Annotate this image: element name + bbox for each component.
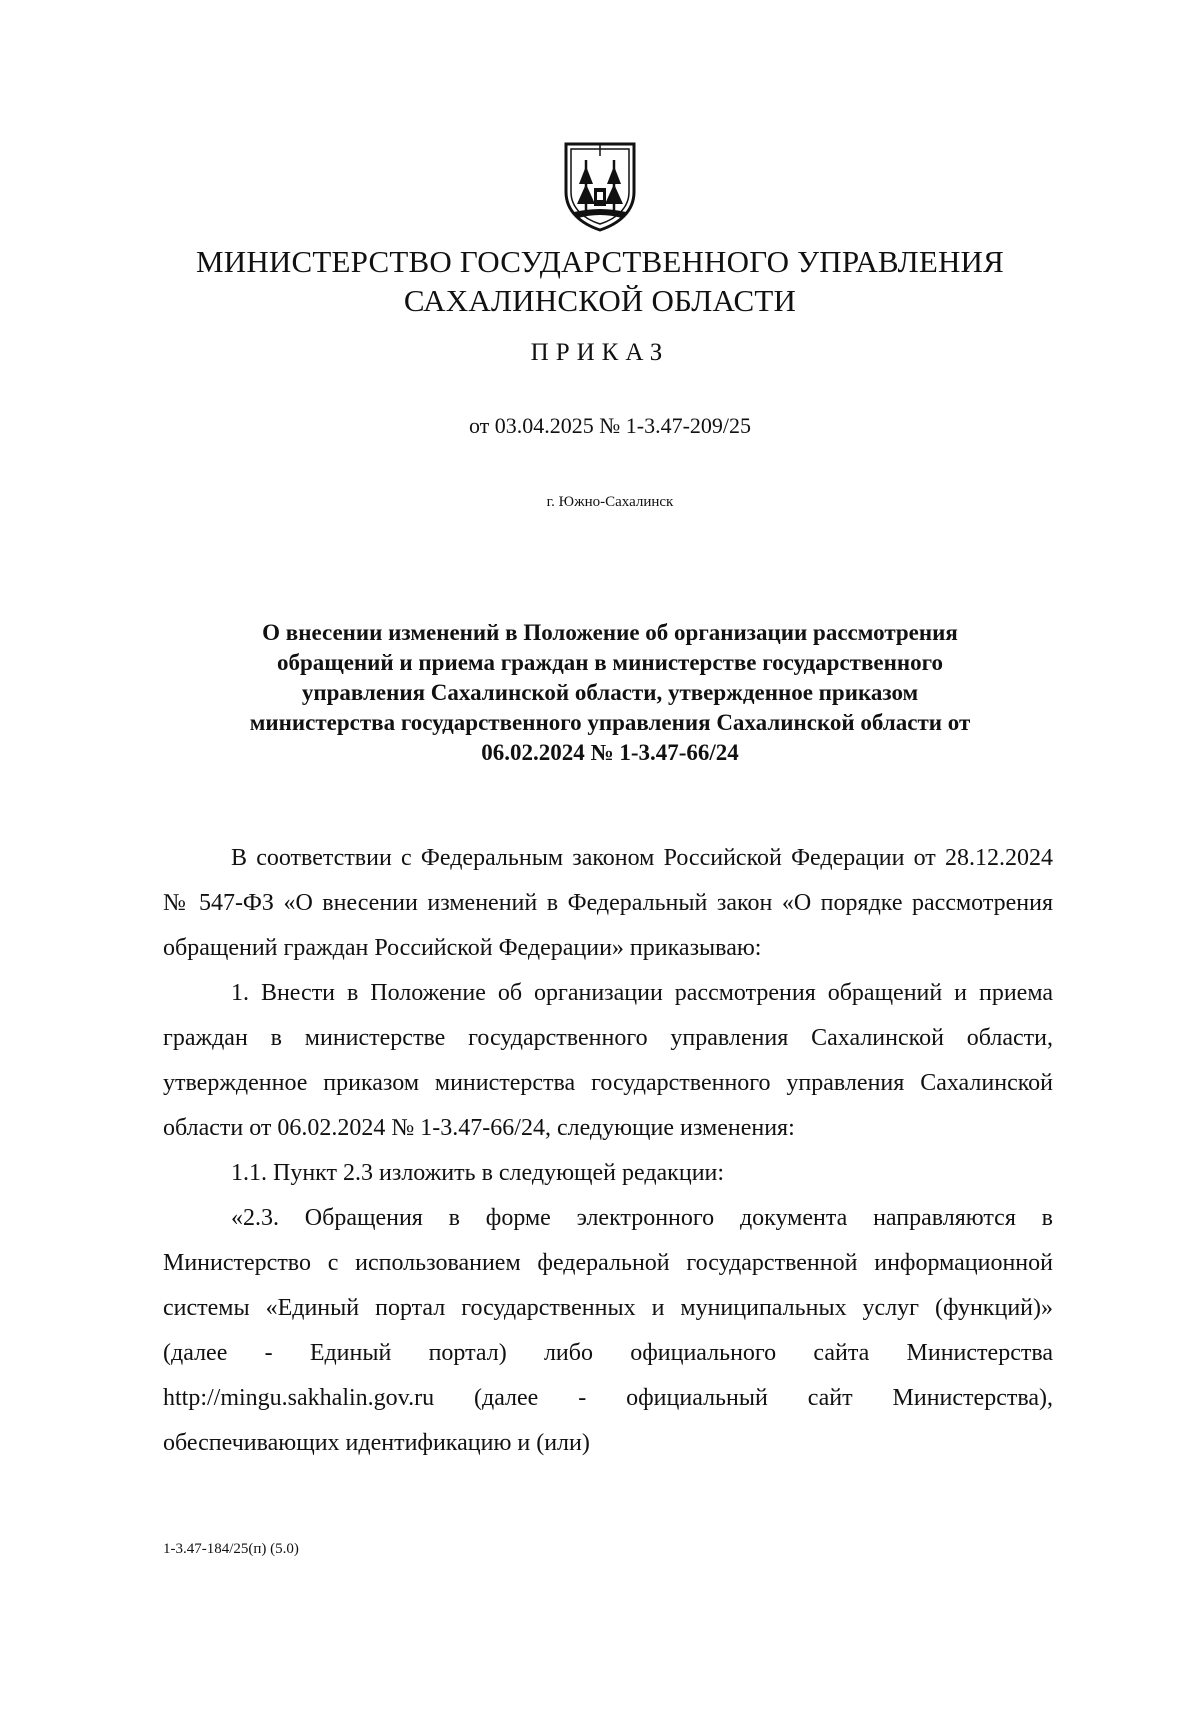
title-line-5: 06.02.2024 № 1-3.47-66/24 [481, 740, 739, 765]
body-paragraph: В соответствии с Федеральным законом Российской Федерации от 28.12.2024 № 547-ФЗ «О внесении изменений в Федеральный закон «О порядке рассмотрения обращений граждан Российской Федерации» приказываю: [163, 845, 1053, 961]
body-paragraph: 1. Внести в Положение об организации рассмотрения обращений и приема граждан в министерстве государственного управления Сахалинской области, утвержденное приказом министерства государственного управления Сахалинской области от 06.02.2024 № 1-3.47-66/24, следующие изменения: [163, 980, 1053, 1141]
title-line-2: обращений и приема граждан в министерстве государственного [277, 650, 943, 675]
title-line-1: О внесении изменений в Положение об организации рассмотрения [262, 620, 958, 645]
order-date-number: от 03.04.2025 № 1-3.47-209/25 [468, 413, 752, 438]
ministry-name [150, 242, 1050, 320]
document-title [185, 618, 1035, 768]
footer-document-code: 1-3.47-184/25(п) (5.0) [163, 1541, 299, 1557]
city: г. Южно-Сахалинск [546, 494, 674, 510]
coat-of-arms-icon [560, 140, 640, 234]
document-type: ПРИКАЗ [530, 339, 670, 366]
title-line-3: управления Сахалинской области, утвержденное приказом [301, 680, 919, 705]
ministry-name-line-2: САХАЛИНСКОЙ ОБЛАСТИ [403, 283, 797, 318]
title-line-4: министерства государственного управления Сахалинской области от [249, 710, 971, 735]
ministry-name-line-1: МИНИСТЕРСТВО ГОСУДАРСТВЕННОГО УПРАВЛЕНИЯ [195, 244, 1005, 279]
body-paragraph: «2.3. Обращения в форме электронного документа направляются в Министерство с использованием федеральной государственной информационной системы «Единый портал государственных и муниципальных услуг (функций)» (далее - Единый портал) либо официального сайта Министерства http://mingu.sakhalin.gov.ru (далее - официальный сайт Министерства), обеспечивающих идентификацию и (или) [163, 1205, 1053, 1456]
body-paragraph: 1.1. Пункт 2.3 изложить в следующей редакции: [231, 1160, 725, 1186]
document-body [163, 836, 1053, 1466]
